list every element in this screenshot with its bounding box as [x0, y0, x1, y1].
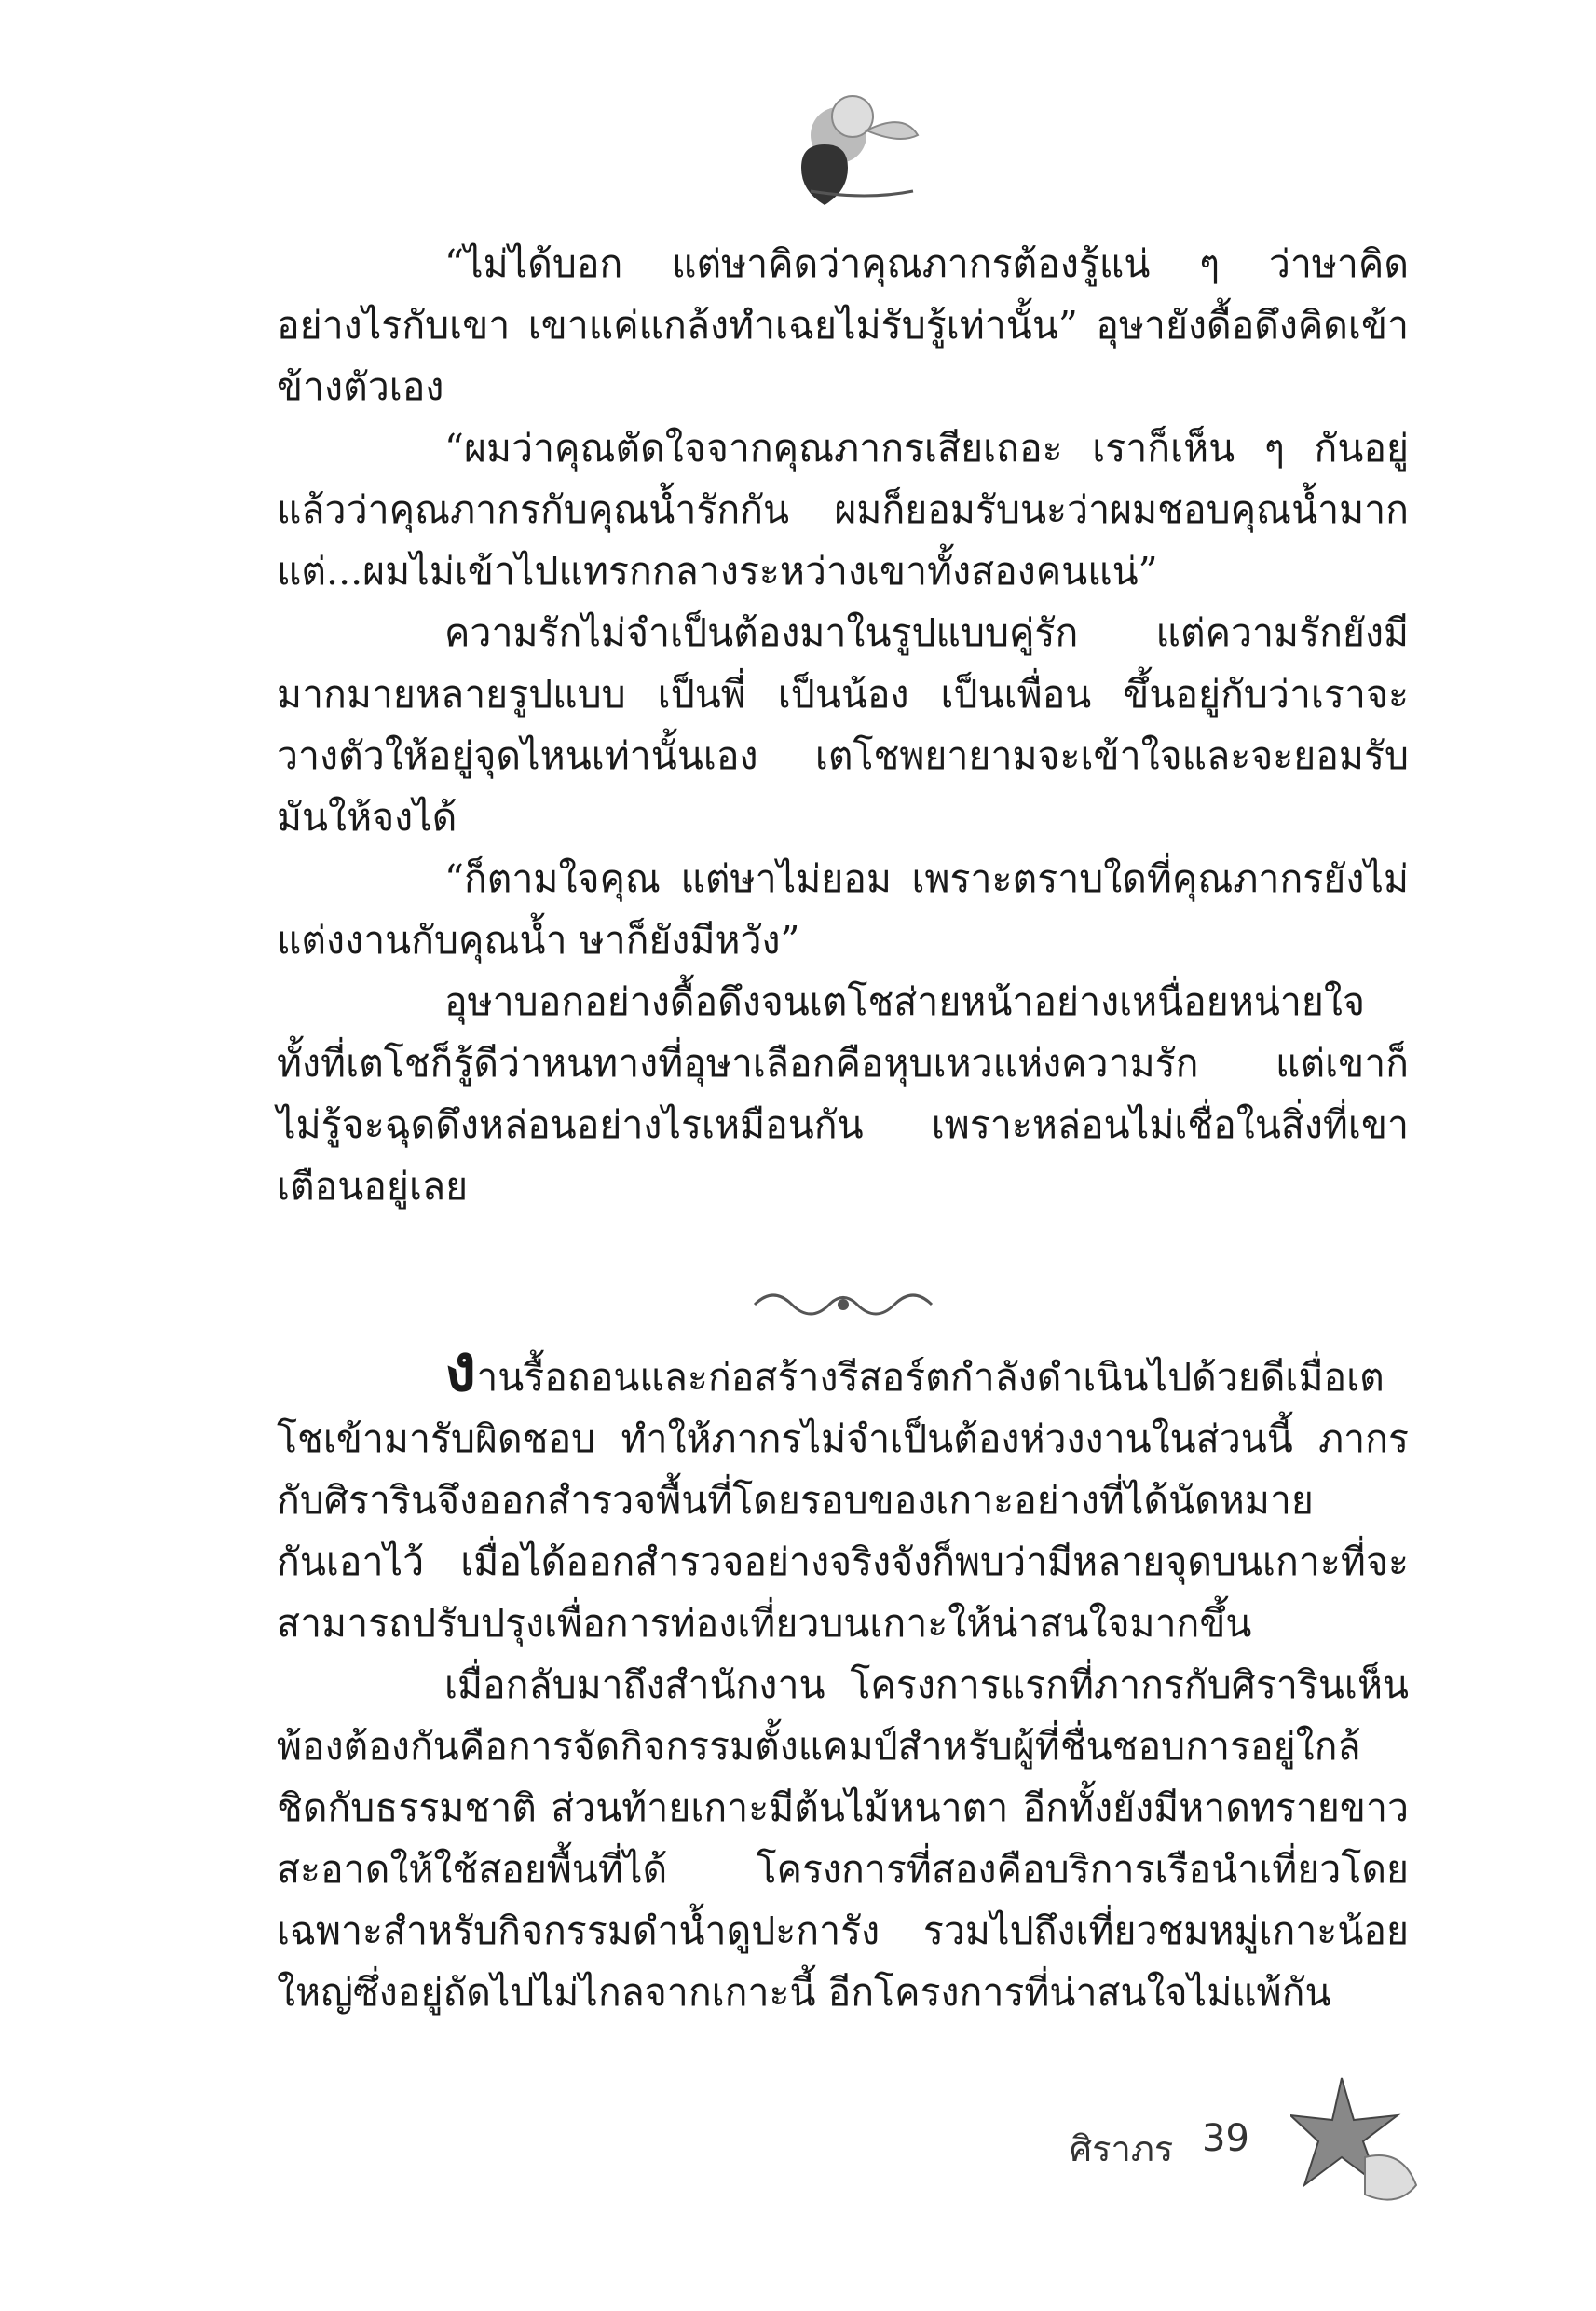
paragraph: ความรักไม่จำเป็นต้องมาในรูปแบบคู่รัก แต่ความรักยังมีมากมายหลายรูปแบบ เป็นพี่ เป็นน้อง เป็นเพื่อน ขึ้นอยู่กับว่าเราจะวางตัวให้อยู่จุดไหนเท่านั้นเอง เตโชพยายามจะเข้าใจและจะยอมรับมันให้จงได้	[277, 610, 1409, 840]
paragraph: เมื่อกลับมาถึงสำนักงาน โครงการแรกที่ภากรกับศิรารินเห็นพ้องต้องกันคือการจัดกิจกรรมตั้งแคมป์สำหรับผู้ที่ชื่นชอบการอยู่ใกล้ชิดกับธรรมชาติ ส่วนท้ายเกาะมีต้นไม้หนาตา อีกทั้งยังมีหาดทรายขาวสะอาดให้ใช้สอยพื้นที่ได้ โครงการที่สองคือบริการเรือนำเที่ยวโดยเฉพาะสำหรับกิจกรรมดำน้ำดูปะการัง รวมไปถึงเที่ยวชมหมู่เกาะน้อยใหญ่ซึ่งอยู่ถัดไปไม่ไกลจากเกาะนี้ อีกโครงการที่น่าสนใจไม่แพ้กัน	[277, 1662, 1409, 2015]
paragraph: อุษาบอกอย่างดื้อดึงจนเตโชส่ายหน้าอย่างเหนื่อยหน่ายใจ ทั้งที่เตโชก็รู้ดีว่าหนทางที่อุษาเลือกคือหุบเหวแห่งความรัก แต่เขาก็ไม่รู้จะฉุดดึงหล่อนอย่างไรเหมือนกัน เพราะหล่อนไม่เชื่อในสิ่งที่เขาเตือนอยู่เลย	[277, 979, 1409, 1209]
starfish-shell-icon	[1290, 2069, 1421, 2208]
footer-title: ศิราภร	[1070, 2128, 1174, 2169]
paragraph: “ไม่ได้บอก แต่ษาคิดว่าคุณภากรต้องรู้แน่ ๆ ว่าษาคิดอย่างไรกับเขา เขาแค่แกล้งทำเฉยไม่รับรู้เท่านั้น” อุษายังดื้อดึงคิดเข้าข้างตัวเอง	[277, 241, 1409, 409]
paragraph: “ก็ตามใจคุณ แต่ษาไม่ยอม เพราะตราบใดที่คุณภากรยังไม่แต่งงานกับคุณน้ำ ษาก็ยังมีหวัง”	[277, 856, 1409, 963]
paragraph	[277, 1329, 1409, 1654]
bottom-text-block	[277, 1329, 1409, 2023]
paragraph-text: านรื้อถอนและก่อสร้างรีสอร์ตกำลังดำเนินไปด้วยดีเมื่อเตโชเข้ามารับผิดชอบ ทำให้ภากรไม่จำเป็นต้องห่วงงานในส่วนนี้ ภากรกับศิรารินจึงออกสำรวจพื้นที่โดยรอบของเกาะอย่างที่ได้นัดหมายกันเอาไว้ เมื่อได้ออกสำรวจอย่างจริงจังก็พบว่ามีหลายจุดบนเกาะที่จะสามารถปรับปรุงเพื่อการท่องเที่ยวบนเกาะให้น่าสนใจมากขึ้น	[277, 1355, 1409, 1646]
dropcap: ง	[444, 1329, 477, 1406]
top-text-block	[277, 233, 1409, 1217]
cupid-heart-icon	[773, 79, 922, 219]
page-number: 39	[1202, 2117, 1249, 2160]
paragraph: “ผมว่าคุณตัดใจจากคุณภากรเสียเถอะ เราก็เห็น ๆ กันอยู่แล้วว่าคุณภากรกับคุณน้ำรักกัน ผมก็ยอมรับนะว่าผมชอบคุณน้ำมาก แต่...ผมไม่เข้าไปแทรกกลางระหว่างเขาทั้งสองคนแน่”	[277, 426, 1409, 594]
floral-divider-icon	[745, 1281, 941, 1328]
